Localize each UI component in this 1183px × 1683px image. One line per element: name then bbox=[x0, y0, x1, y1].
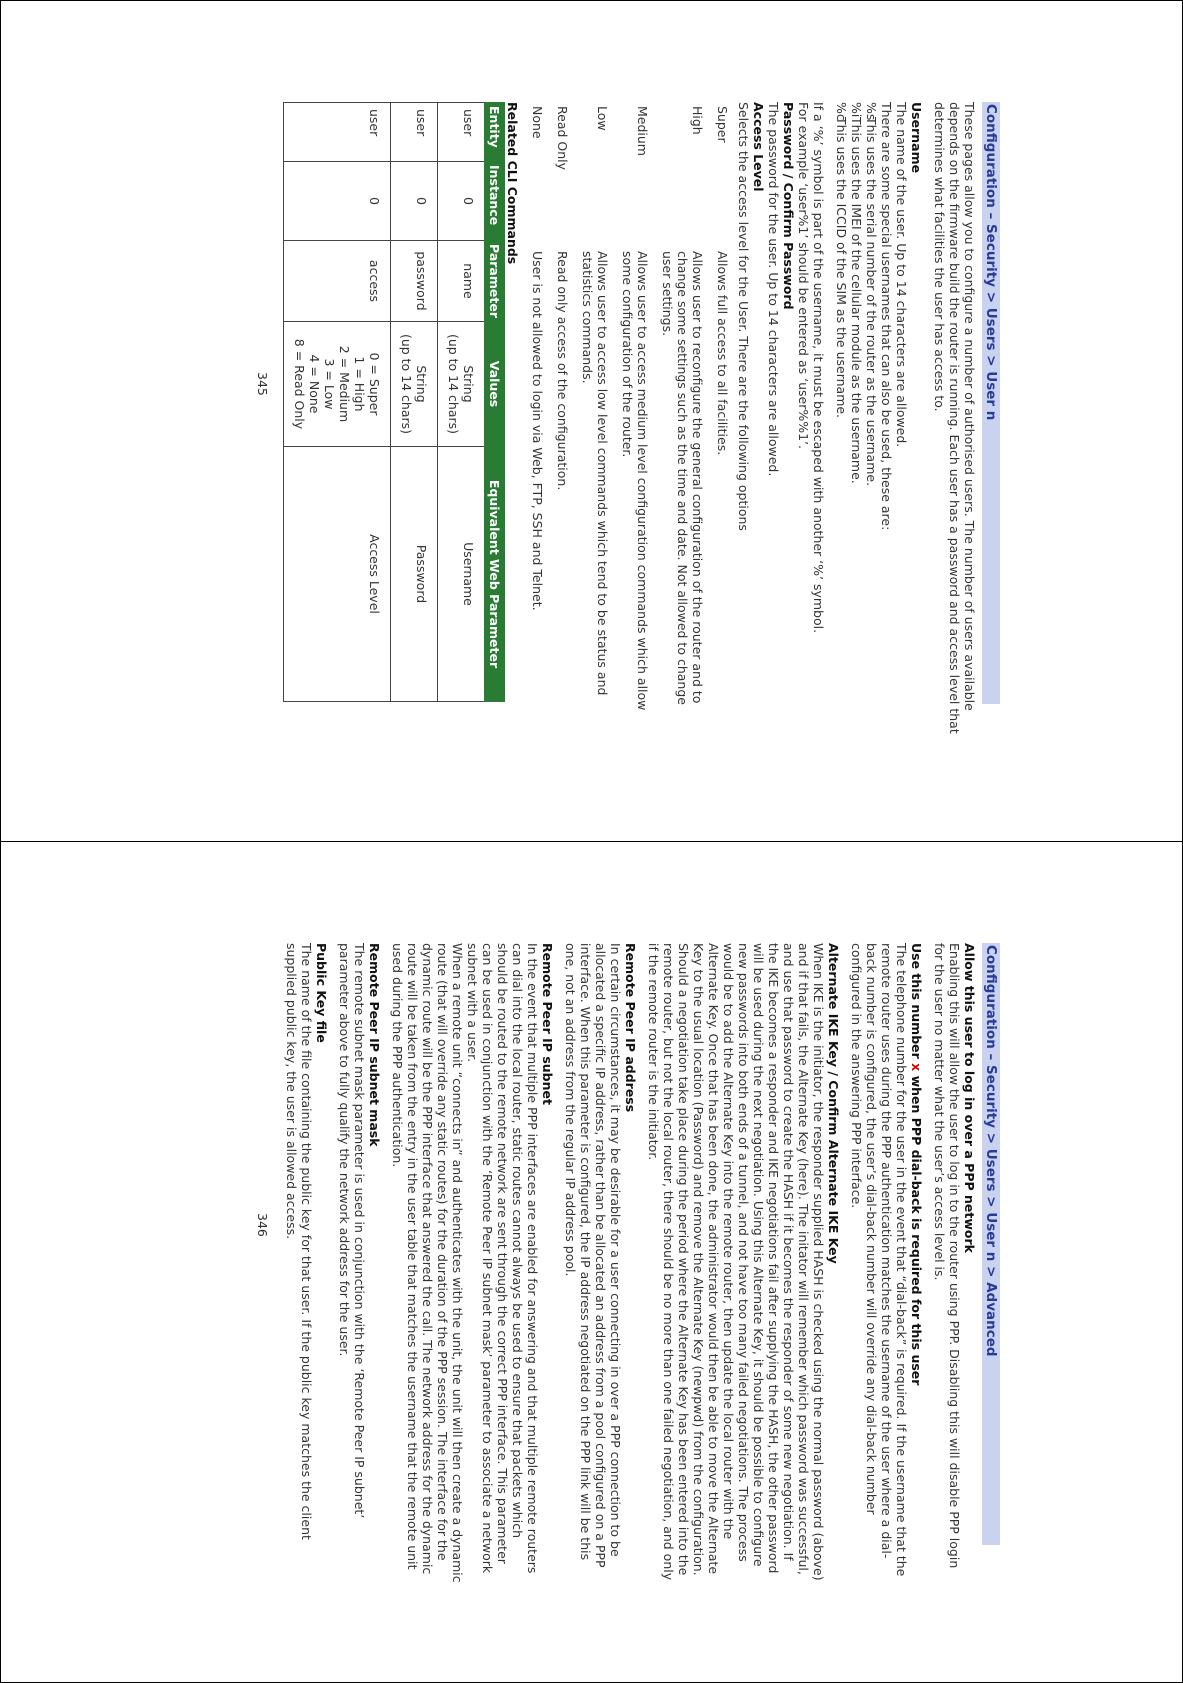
special-username-i: %i This uses the IMEI of the cellular module as the username. bbox=[849, 102, 864, 484]
public-key-text: The name of the file containing the public key for that user. If the public key matches the client supplied public key, the user is allowed access. bbox=[284, 943, 314, 1540]
remote-peer-subnet-heading: Remote Peer IP subnet bbox=[540, 943, 555, 1105]
parameter-cell: access bbox=[284, 241, 391, 322]
password-text: The password for the user. Up to 14 characters are allowed. bbox=[766, 102, 781, 477]
public-key-heading: Public Key file bbox=[314, 943, 329, 1043]
alternate-ike-key-heading: Alternate IKE Key / Confirm Alternate IKE Key bbox=[826, 943, 841, 1264]
access-level-medium: Medium Allows user to access medium level configuration commands which allow some configuration of the router. bbox=[620, 106, 650, 711]
username-text-2: There are some special usernames that can also be used, these are: bbox=[879, 102, 894, 531]
entity-cell: user bbox=[438, 103, 485, 162]
instance-cell: 0 bbox=[391, 162, 438, 241]
table-row bbox=[391, 103, 438, 702]
column-header: Equivalent Web Parameter bbox=[485, 446, 505, 701]
values-cell: String (up to 14 chars) bbox=[391, 321, 438, 446]
column-header: Values bbox=[485, 321, 505, 446]
page-number: 346 bbox=[255, 1213, 270, 1237]
access-level-heading: Access Level bbox=[751, 102, 766, 192]
page-body bbox=[283, 102, 977, 742]
table-header-row bbox=[485, 103, 505, 702]
remote-peer-ip-text: In certain circumstances, it may be desirable for a user connecting in over a PPP connection to be allocated a specific IP address, rather than be allocated an address from a pool configured on a PPP interface. When this parameter is configured, the IP address negotiated on the PPP link will be this one, not an address from the regular IP address pool. bbox=[563, 943, 623, 1568]
dial-back-heading: Use this number x when PPP dial-back is required for this user bbox=[909, 943, 924, 1386]
cli-commands-heading: Related CLI Commands bbox=[505, 102, 520, 265]
username-heading: Username bbox=[909, 102, 924, 174]
remote-peer-mask-heading: Remote Peer IP subnet mask bbox=[367, 943, 382, 1147]
username-text-1: The name of the user. Up to 14 characters are allowed. bbox=[894, 102, 909, 448]
remote-peer-ip-heading: Remote Peer IP address bbox=[623, 943, 638, 1113]
escape-text-1: If a ‘%’ symbol is part of the username, it must be escaped with another ‘%’ symbol. bbox=[811, 102, 826, 634]
access-level-list bbox=[530, 102, 730, 742]
access-level-text: Selects the access level for the User. There are the following options bbox=[736, 102, 751, 531]
web-parameter-cell: Password bbox=[391, 446, 438, 701]
values-cell: String (up to 14 chars) bbox=[438, 321, 485, 446]
web-parameter-cell: Username bbox=[438, 446, 485, 701]
page-title: Configuration – Security > Users > User n bbox=[982, 102, 1000, 704]
parameter-cell: name bbox=[438, 241, 485, 322]
special-username-s: %s This uses the serial number of the router as the username. bbox=[864, 102, 879, 487]
web-parameter-cell: Access Level bbox=[284, 446, 391, 701]
page-346 bbox=[238, 853, 1018, 1681]
table-row bbox=[284, 103, 391, 702]
remote-peer-mask-text: The remote subnet mask parameter is used in conjunction with the ‘Remote Peer IP subnet’ parameter above to fully qualify the network address for the user. bbox=[337, 943, 367, 1519]
page-divider bbox=[0, 841, 1183, 842]
parameter-cell: password bbox=[391, 241, 438, 322]
entity-cell: user bbox=[391, 103, 438, 162]
instance-cell: 0 bbox=[284, 162, 391, 241]
access-level-low: Low Allows user to access low level commands which tend to be status and statistics commands. bbox=[580, 106, 610, 696]
table-row bbox=[438, 103, 485, 702]
column-header: Entity bbox=[485, 103, 505, 162]
access-level-super: Super Allows full access to all facilities. bbox=[715, 106, 730, 456]
ppp-login-text: Enabling this will allow the user to log in to the router using PPP. Disabling this will disable PPP login for the user no matter what the user’s access level is. bbox=[932, 943, 962, 1569]
intro-text: These pages allow you to configure a number of authorised users. The number of users available depends on the firmware build the router is running. Each user has a password and access level that determines what facilities the user has access to. bbox=[932, 102, 977, 734]
column-header: Instance bbox=[485, 162, 505, 241]
alternate-ike-key-text: When IKE is the initiator, the responder supplied HASH is checked using the normal password (above) and if that fails, the Alternate Key (here). The initator will remember which password was successful, and use that password to create the HASH if it becomes the responder of some new negotiation. If the IKE becomes a responder and IKE negotiations fail after supplying the HASH, the other password will be used during the next negotiation. Using this Alternate Key, it should be possible to configure new passwords into both ends of a tunnel, and not have too many failed negotiations. The process would be to add the Alternate Key into the remote router, then update the local router with the Alternate Key. Once that has been done, the administrator would then be able to move the Alternate Key to the usual location (Password) and remove the Alternate Key (newpwd) from the configuration. Should a negotiation take place during the period where the Alternate Key has been entered into the remote router, but not the local router, there should be no more than one failed negotiation, and only if the remote router is the initiator. bbox=[646, 943, 826, 1581]
column-header: Parameter bbox=[485, 241, 505, 322]
dial-back-text: The telephone number for the user in the event that “dial-back” is required. If the username that the remote router uses during the PPP authentication matches the username of the user where a dial-back number is configured, the user’s dial-back number will override any dial-back number configured in the answering PPP interface. bbox=[849, 943, 909, 1577]
password-heading: Password / Confirm Password bbox=[781, 102, 796, 310]
cli-commands-table bbox=[283, 102, 505, 702]
escape-text-2: For example ‘user%1’ should be entered as ‘user%%1’. bbox=[796, 102, 811, 449]
values-cell: 0 = Super 1 = High 2 = Medium 3 = Low 4 = None 8 = Read Only bbox=[284, 321, 391, 446]
page-body bbox=[284, 943, 977, 1583]
ppp-login-heading: Allow this user to log in over a PPP network bbox=[962, 943, 977, 1253]
remote-peer-subnet-text-2: When a remote unit “connects in” and authenticates with the unit, the unit will then create a dynamic route (that will override any static routes) for the duration of the PPP session. The interface for the dynamic route will be the PPP interface that answered the call. The network address for the dynamic route will be taken from the entry in the user table that matches the username that the remote unit used during the PPP authentication. bbox=[390, 943, 465, 1583]
instance-cell: 0 bbox=[438, 162, 485, 241]
page-number: 345 bbox=[255, 372, 270, 396]
page-345 bbox=[238, 12, 1018, 840]
page-title: Configuration – Security > Users > User n > Advanced bbox=[982, 943, 1000, 1545]
access-level-read-only: Read Only Read only access of the configuration. bbox=[555, 106, 570, 491]
access-level-high: High Allows user to reconfigure the general configuration of the router and to change some settings such as the time and date. Not allowed to change user settings. bbox=[660, 106, 705, 705]
special-username-c: %c This uses the ICCID of the SIM as the username. bbox=[834, 102, 849, 419]
entity-cell: user bbox=[284, 103, 391, 162]
access-level-none: None User is not allowed to login via Web, FTP, SSH and Telnet. bbox=[530, 106, 545, 611]
remote-peer-subnet-text-1: In the event that multiple PPP interfaces are enabled for answering and that multiple remote routers can dial into the local router, static routes cannot always be used to ensure that packets which should be routed to the remote network are sent through the correct PPP interface. This parameter can be used in conjunction with the ‘Remote Peer IP subnet mask’ parameter to associate a network subnet with a user. bbox=[465, 943, 540, 1574]
